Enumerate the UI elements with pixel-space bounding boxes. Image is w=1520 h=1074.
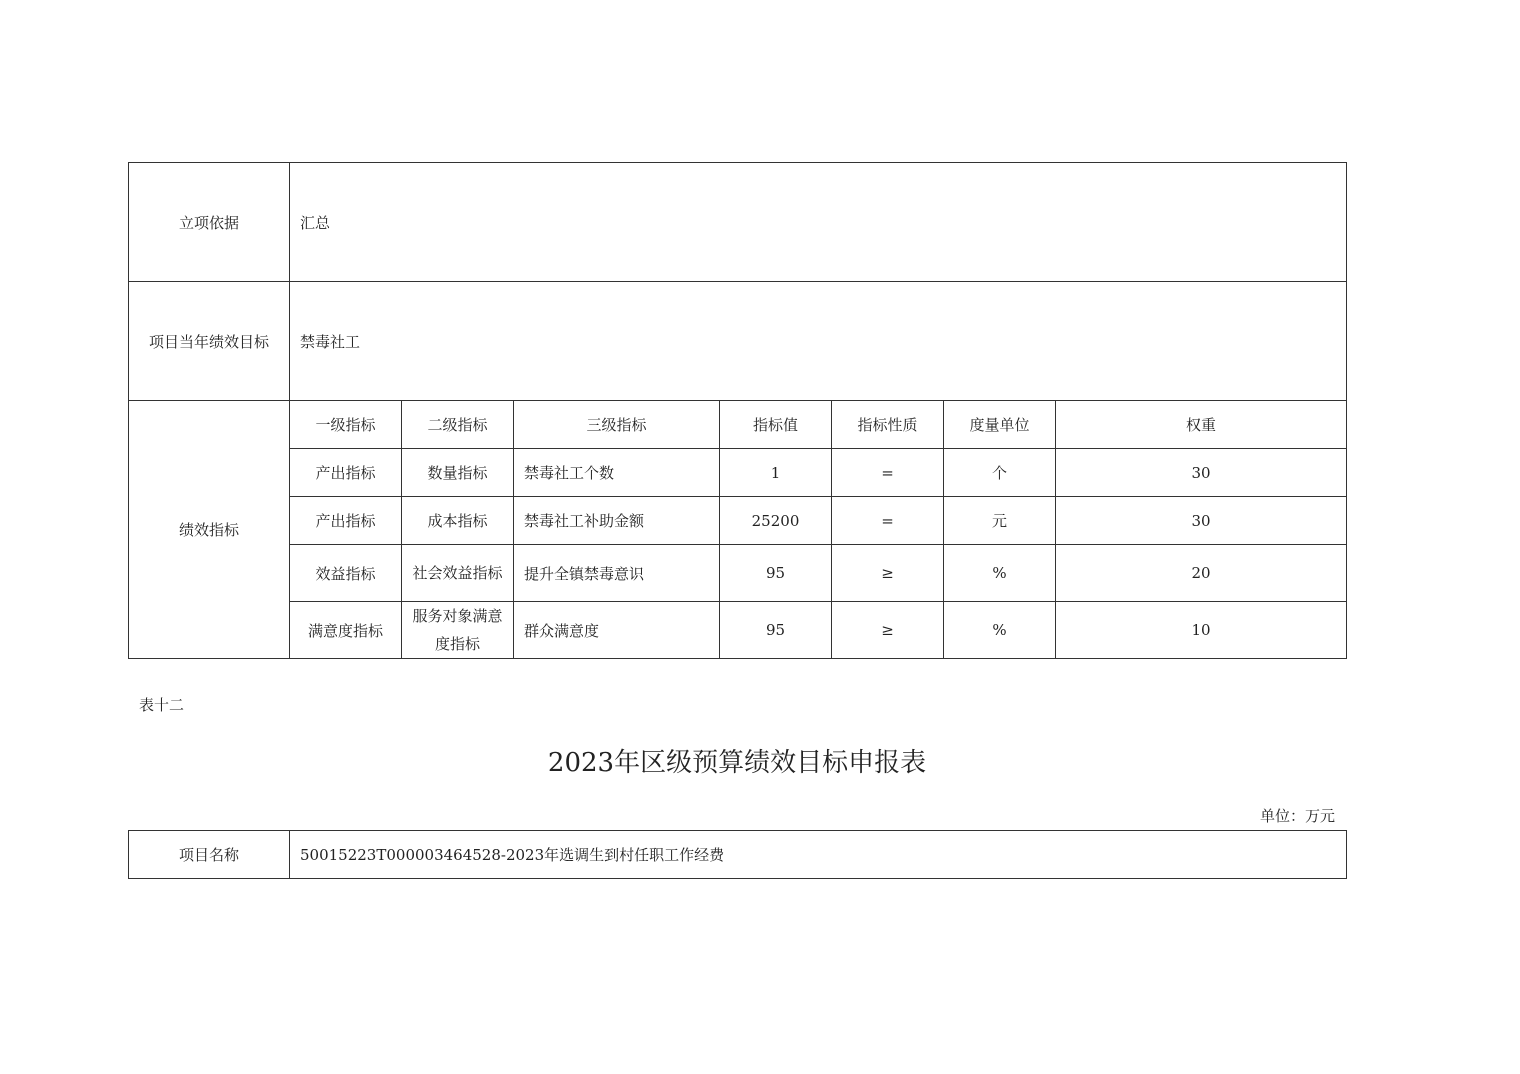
unit-label: 单位：万元 [1259, 807, 1335, 825]
table-cell: 效益指标 [290, 545, 402, 602]
basis-value: 汇总 [290, 163, 1347, 282]
indicator-label: 绩效指标 [129, 401, 290, 659]
table-cell: % [944, 545, 1056, 602]
table-cell: ≥ [832, 545, 944, 602]
table-cell: 20 [1056, 545, 1347, 602]
page-title: 2023年区级预算绩效目标申报表 [547, 748, 927, 778]
goal-value: 禁毒社工 [290, 282, 1347, 401]
table-row [129, 545, 1347, 602]
table-cell: 禁毒社工补助金额 [514, 497, 720, 545]
table-cell: = [832, 497, 944, 545]
table-cell: 满意度指标 [290, 602, 402, 659]
project-name-label: 项目名称 [129, 831, 290, 879]
table-cell: 30 [1056, 497, 1347, 545]
table-cell: 服务对象满意度指标 [402, 602, 514, 659]
table-cell: 产出指标 [290, 449, 402, 497]
table-cell: 群众满意度 [514, 602, 720, 659]
table-cell: 数量指标 [402, 449, 514, 497]
table-cell: ≥ [832, 602, 944, 659]
table-cell: 产出指标 [290, 497, 402, 545]
header-cell: 指标值 [720, 401, 832, 449]
table-cell: 元 [944, 497, 1056, 545]
header-cell: 一级指标 [290, 401, 402, 449]
table-cell: 1 [720, 449, 832, 497]
basis-label: 立项依据 [129, 163, 290, 282]
header-cell: 三级指标 [514, 401, 720, 449]
table-row [129, 602, 1347, 659]
goal-label: 项目当年绩效目标 [129, 282, 290, 401]
table-cell: 25200 [720, 497, 832, 545]
table-cell: 社会效益指标 [402, 545, 514, 602]
table-cell: = [832, 449, 944, 497]
table-cell: 95 [720, 602, 832, 659]
project-name-value: 50015223T000003464528-2023年选调生到村任职工作经费 [290, 831, 1347, 879]
table-cell: 95 [720, 545, 832, 602]
table-cell: 个 [944, 449, 1056, 497]
performance-table [128, 162, 1347, 659]
table-cell: % [944, 602, 1056, 659]
project-name-table [128, 830, 1347, 879]
table-row [129, 449, 1347, 497]
header-cell: 度量单位 [944, 401, 1056, 449]
table-number-note: 表十二 [139, 696, 185, 714]
table-cell: 成本指标 [402, 497, 514, 545]
table-cell: 禁毒社工个数 [514, 449, 720, 497]
table-row [129, 497, 1347, 545]
table-cell: 30 [1056, 449, 1347, 497]
header-cell: 指标性质 [832, 401, 944, 449]
table-cell: 提升全镇禁毒意识 [514, 545, 720, 602]
header-cell: 权重 [1056, 401, 1347, 449]
header-cell: 二级指标 [402, 401, 514, 449]
table-cell: 10 [1056, 602, 1347, 659]
